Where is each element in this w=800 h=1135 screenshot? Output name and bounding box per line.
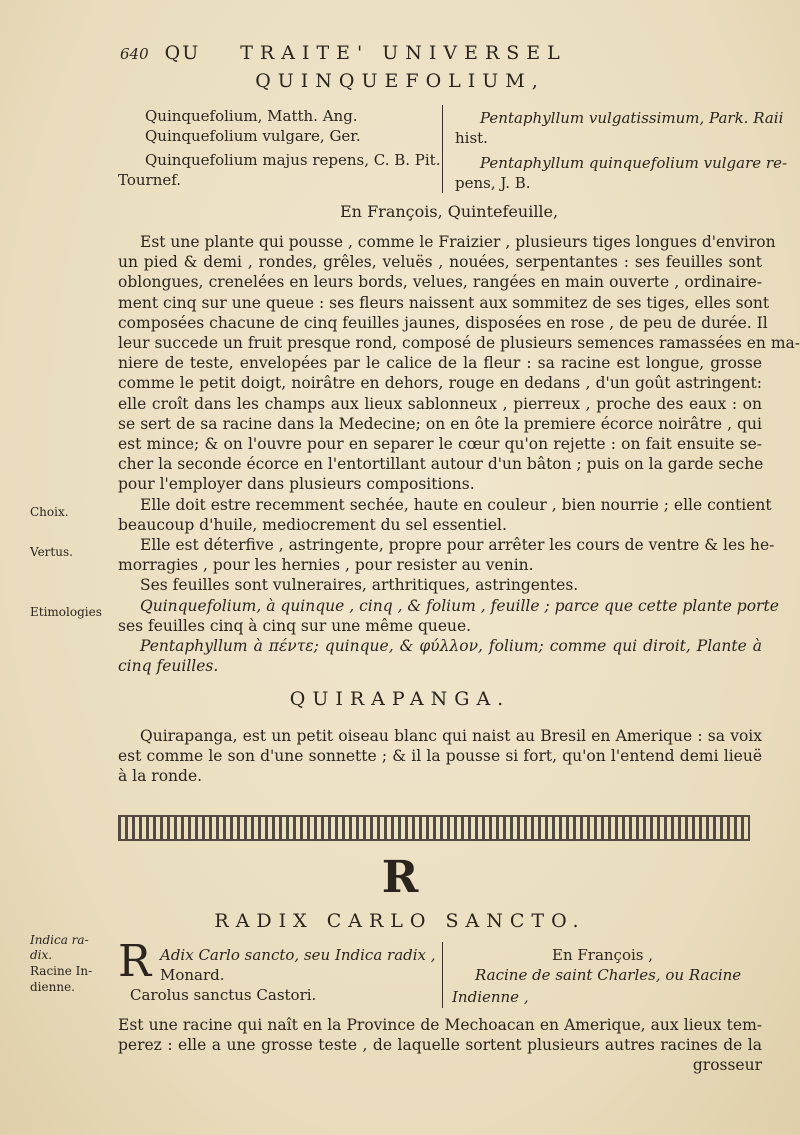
right-synonym: Pentaphyllum vulgatissimum, Park. Raii [480, 109, 784, 127]
margin-note-etimologies: Etimologies [30, 605, 102, 619]
left-synonym: Quinquefolium, Matth. Ang. [145, 107, 358, 125]
description [118, 232, 800, 676]
column-divider [442, 942, 443, 1008]
text-line: se sert de sa racine dans la Medecine; on en ôte la premiere écorce noirâtre , qui [118, 414, 762, 433]
margin-note-vertus: Vertus. [30, 545, 73, 559]
text-line: Pentaphyllum à πέντε; quinque, & φύλλον, folium; comme qui diroit, Plante à [140, 637, 762, 656]
text-line: ment cinq sur une queue : ses fleurs naissent aux sommitez de ses tiges, elles sont [118, 293, 770, 312]
text-line: beaucoup d'huile, mediocrement du sel essentiel. [118, 515, 507, 534]
margin-note-racine: Racine In- [30, 964, 93, 978]
drop-cap: R [118, 936, 152, 987]
entry-title-radix-carlo-sancto: RADIX CARLO SANCTO. [214, 910, 586, 932]
running-head [120, 42, 567, 64]
text-line: Quinquefolium, à quinque , cinq , & folium , feuille ; parce que cette plante porte [140, 596, 779, 615]
margin-note-racine: dienne. [30, 980, 75, 994]
margin-note-indica: dix. [30, 948, 53, 962]
text-line: Est une racine qui naît en la Province de Mechoacan en Amerique, aux lieux tem- [118, 1016, 762, 1034]
running-title: TRAITE' UNIVERSEL [240, 42, 567, 64]
entry-title-quirapanga: QUIRAPANGA. [289, 688, 511, 710]
french-name: En François, Quintefeuille, [340, 202, 559, 221]
entry-title-quinquefolium: QUINQUEFOLIUM, [255, 70, 545, 92]
margin-note-choix: Choix. [30, 505, 69, 519]
right-synonym: Racine de saint Charles, ou Racine [475, 966, 742, 984]
text-line: Est une plante qui pousse , comme le Fraizier , plusieurs tiges longues d'environ [140, 233, 776, 251]
text-line: pour l'employer dans plusieurs compositions. [118, 475, 475, 494]
text-line: Ses feuilles sont vulneraires, arthritiques, astringentes. [140, 576, 579, 595]
right-synonym: Pentaphyllum quinquefolium vulgare re- [480, 154, 788, 172]
left-synonym: Adix Carlo sancto, seu Indica radix , [160, 946, 436, 964]
page-number: 640 [120, 45, 149, 63]
text-line: morragies , pour les hernies , pour resister au venin. [118, 556, 534, 575]
text-line: cher la seconde écorce en l'entortillant autour d'un bâton ; puis on la garde seche [118, 455, 764, 474]
text-line: Elle est déterfive , astringente, propre pour arrêter les cours de ventre & les he- [140, 536, 775, 555]
right-synonym: pens, J. B. [455, 174, 531, 192]
left-synonym: Tournef. [118, 171, 182, 189]
right-synonym: hist. [455, 129, 488, 147]
text-line: composées chacune de cinq feuilles jaunes, disposées en rose , de peu de durée. Il [118, 313, 768, 332]
section-letters: QU [164, 42, 201, 64]
left-synonym: Quinquefolium vulgare, Ger. [145, 127, 361, 145]
text-line: leur succede un fruit presque rond, composé de plusieurs semences ramassées en ma- [118, 334, 800, 353]
section-letter: R [381, 852, 419, 903]
text-line: ses feuilles cinq à cinq sur une même queue. [118, 616, 472, 635]
margin-note-indica: Indica ra- [30, 933, 89, 947]
text-line: un pied & demi , rondes, grêles, veluës , nouées, serpentantes : ses feuilles sont [118, 253, 762, 272]
text-line: Elle doit estre recemment sechée, haute en couleur , bien nourrie ; elle contient [140, 495, 772, 514]
quirapanga-text [118, 726, 762, 787]
text-line: est mince; & on l'ouvre pour en separer le cœur qu'on rejette : on fait ensuite se- [118, 435, 762, 454]
text-line: niere de teste, envelopées par le calice de la fleur : sa racine est longue, grosse [118, 354, 762, 373]
left-synonym: Carolus sanctus Castori. [130, 986, 317, 1004]
radix-text [118, 1015, 762, 1076]
ornamental-band [118, 815, 750, 841]
right-synonym: Indienne , [452, 988, 529, 1006]
text-line: comme le petit doigt, noirâtre en dehors, rouge en dedans , d'un goût astringent: [118, 374, 762, 393]
text-line: cinq feuilles. [118, 657, 219, 676]
text-line: elle croît dans les champs aux lieux sablonneux , pierreux , proche des eaux : on [118, 394, 762, 413]
text-line: est comme le son d'une sonnette ; & il la pousse si fort, qu'on l'entend demi lieuë [118, 747, 762, 766]
text-line: oblongues, crenelées en leurs bords, velues, rangées en main ouverte , ordinaire- [118, 273, 762, 292]
text-line: Quirapanga, est un petit oiseau blanc qui naist au Bresil en Amerique : sa voix [140, 727, 762, 745]
text-line: grosseur [692, 1056, 762, 1075]
text-line: à la ronde. [118, 767, 203, 786]
column-divider [442, 105, 443, 193]
left-synonym: Quinquefolium majus repens, C. B. Pit. [145, 151, 441, 169]
left-synonym: Monard. [160, 966, 225, 984]
right-synonym: En François , [552, 946, 654, 964]
text-line: perez : elle a une grosse teste , de laquelle sortent plusieurs autres racines de la [118, 1036, 762, 1055]
